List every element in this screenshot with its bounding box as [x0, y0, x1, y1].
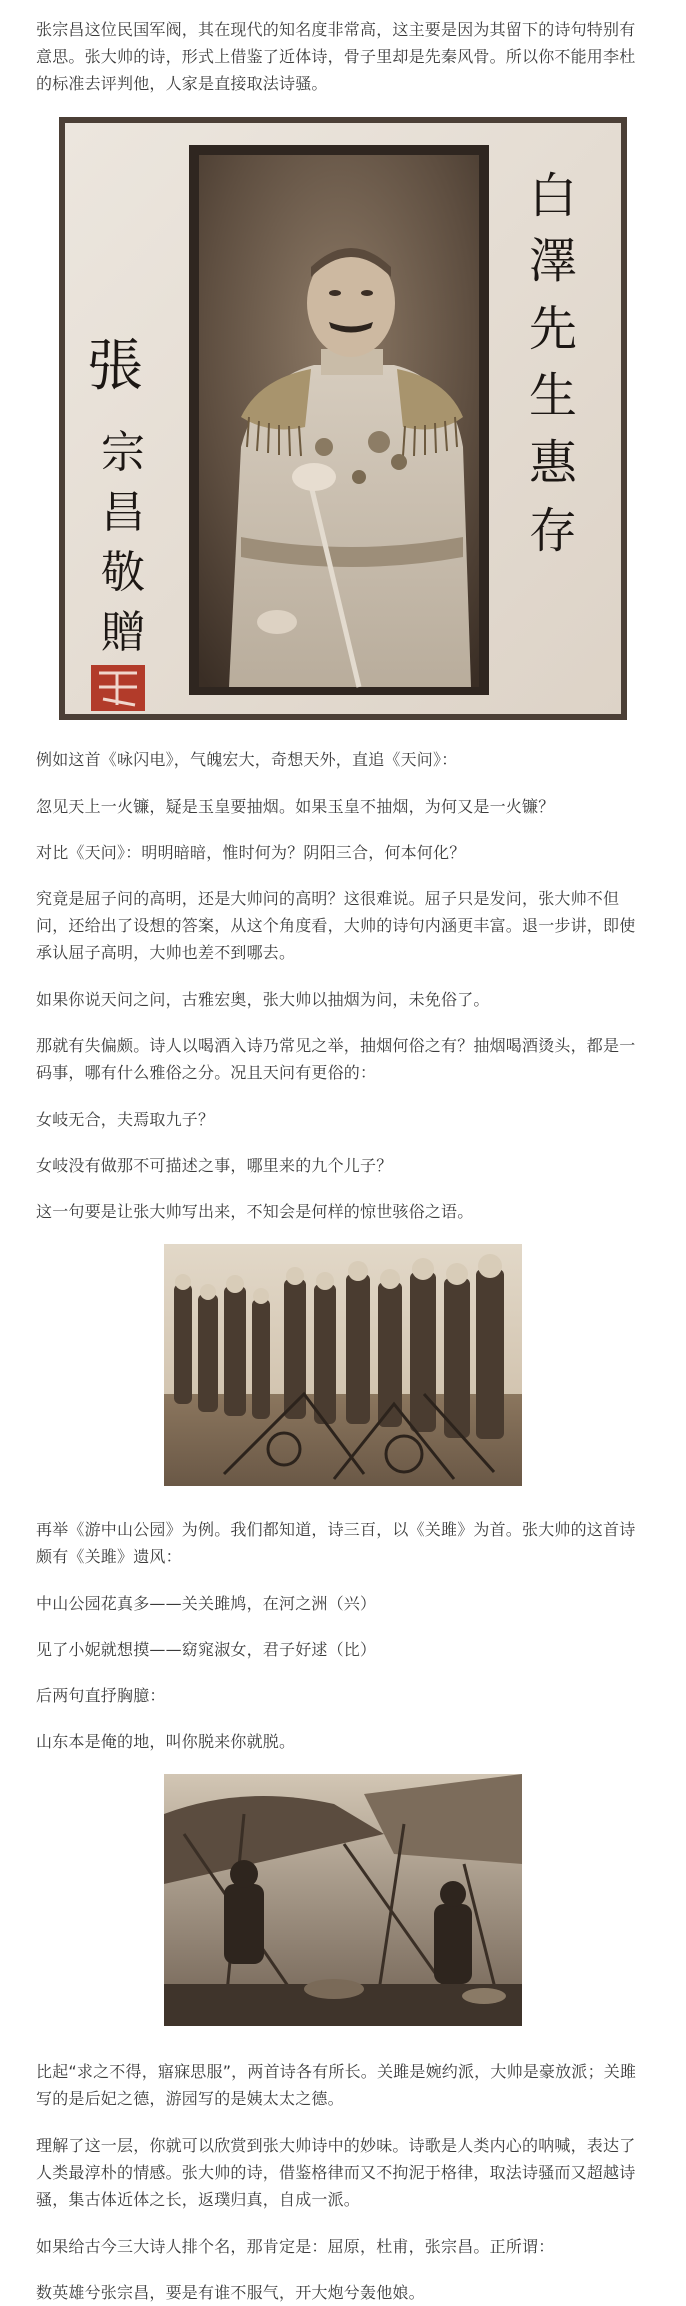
- paragraph: 如果你说天问之问，古雅宏奥，张大帅以抽烟为问，未免俗了。: [36, 990, 490, 1009]
- inscription-name: 張: [87, 334, 143, 399]
- paragraph: 女岐没有做那不可描述之事，哪里来的九个儿子？: [36, 1156, 393, 1175]
- ruins-photo: [164, 1774, 522, 2026]
- paragraph: 理解了这一层，你就可以欣赏到张大帅诗中的妙味。诗歌是人类内心的呐喊，表达了人类最淳朴的情感。张大帅的诗，借鉴格律而又不拘泥于格律，取法诗骚而又超越诗骚，集古体近体之长，返璞归真，自成一派。: [36, 2136, 636, 2209]
- paragraph: 如果给古今三大诗人排个名，那肯定是：屈原，杜甫，张宗昌。正所谓：: [36, 2237, 555, 2256]
- paragraph: 后两句直抒胸臆：: [36, 1686, 166, 1705]
- inscription-char: 昌: [101, 487, 145, 538]
- paragraph: 对比《天问》：明明暗暗，惟时何为？阴阳三合，何本何化？: [36, 843, 466, 862]
- paragraph: 再举《游中山公园》为例。我们都知道，诗三百，以《关雎》为首。张大帅的这首诗颇有《关雎》遗风：: [36, 1520, 636, 1566]
- inscription-char: 生: [529, 368, 578, 424]
- inscription-char: 惠: [529, 435, 578, 491]
- portrait-photo: [59, 117, 627, 720]
- inscription-char: 贈: [101, 607, 145, 658]
- paragraph: 那就有失偏颇。诗人以喝酒入诗乃常见之举，抽烟何俗之有？抽烟喝酒烫头，都是一码事，哪有什么雅俗之分。况且天问有更俗的：: [36, 1036, 636, 1082]
- paragraph: 究竟是屈子问的高明，还是大帅问的高明？这很难说。屈子只是发问，张大帅不但问，还给出了设想的答案，从这个角度看，大帅的诗句内涵更丰富。退一步讲，即使承认屈子高明，大帅也差不到哪去。: [36, 889, 636, 962]
- paragraph: 例如这首《咏闪电》，气魄宏大，奇想天外，直追《天问》：: [36, 750, 458, 769]
- inscription-char: 存: [529, 503, 578, 559]
- inscription-char: 白: [529, 168, 578, 224]
- paragraph: 忽见天上一火镰，疑是玉皇要抽烟。如果玉皇不抽烟，为何又是一火镰？: [36, 797, 555, 816]
- paragraph: 中山公园花真多——关关雎鸠，在河之洲（兴）: [36, 1594, 377, 1613]
- intro-paragraph: 张宗昌这位民国军阀，其在现代的知名度非常高，这主要是因为其留下的诗句特别有意思。张大帅的诗，形式上借鉴了近体诗，骨子里却是先秦风骨。所以你不能用李杜的标准去评判他，人家是直接取法诗骚。: [36, 20, 636, 93]
- inscription-char: 先: [529, 301, 578, 357]
- inscription-char: 敬: [101, 547, 145, 598]
- paragraph: 山东本是俺的地，叫你脱来你就脱。: [36, 1732, 296, 1751]
- paragraph: 这一句要是让张大帅写出来，不知会是何样的惊世骇俗之语。: [36, 1202, 474, 1221]
- paragraph: 见了小妮就想摸——窈窕淑女，君子好逑（比）: [36, 1640, 377, 1659]
- soldiers-photo: [164, 1244, 522, 1486]
- paragraph: 比起“求之不得，寤寐思服”，两首诗各有所长。关雎是婉约派，大帅是豪放派；关雎写的是后妃之德，游园写的是姨太太之德。: [36, 2062, 637, 2108]
- inscription-char: 澤: [529, 233, 578, 289]
- closing-poem: 数英雄兮张宗昌，要是有谁不服气，开大炮兮轰他娘。: [36, 2283, 425, 2302]
- inscription-char: 宗: [101, 427, 145, 478]
- paragraph: 女岐无合，夫焉取九子？: [36, 1110, 215, 1129]
